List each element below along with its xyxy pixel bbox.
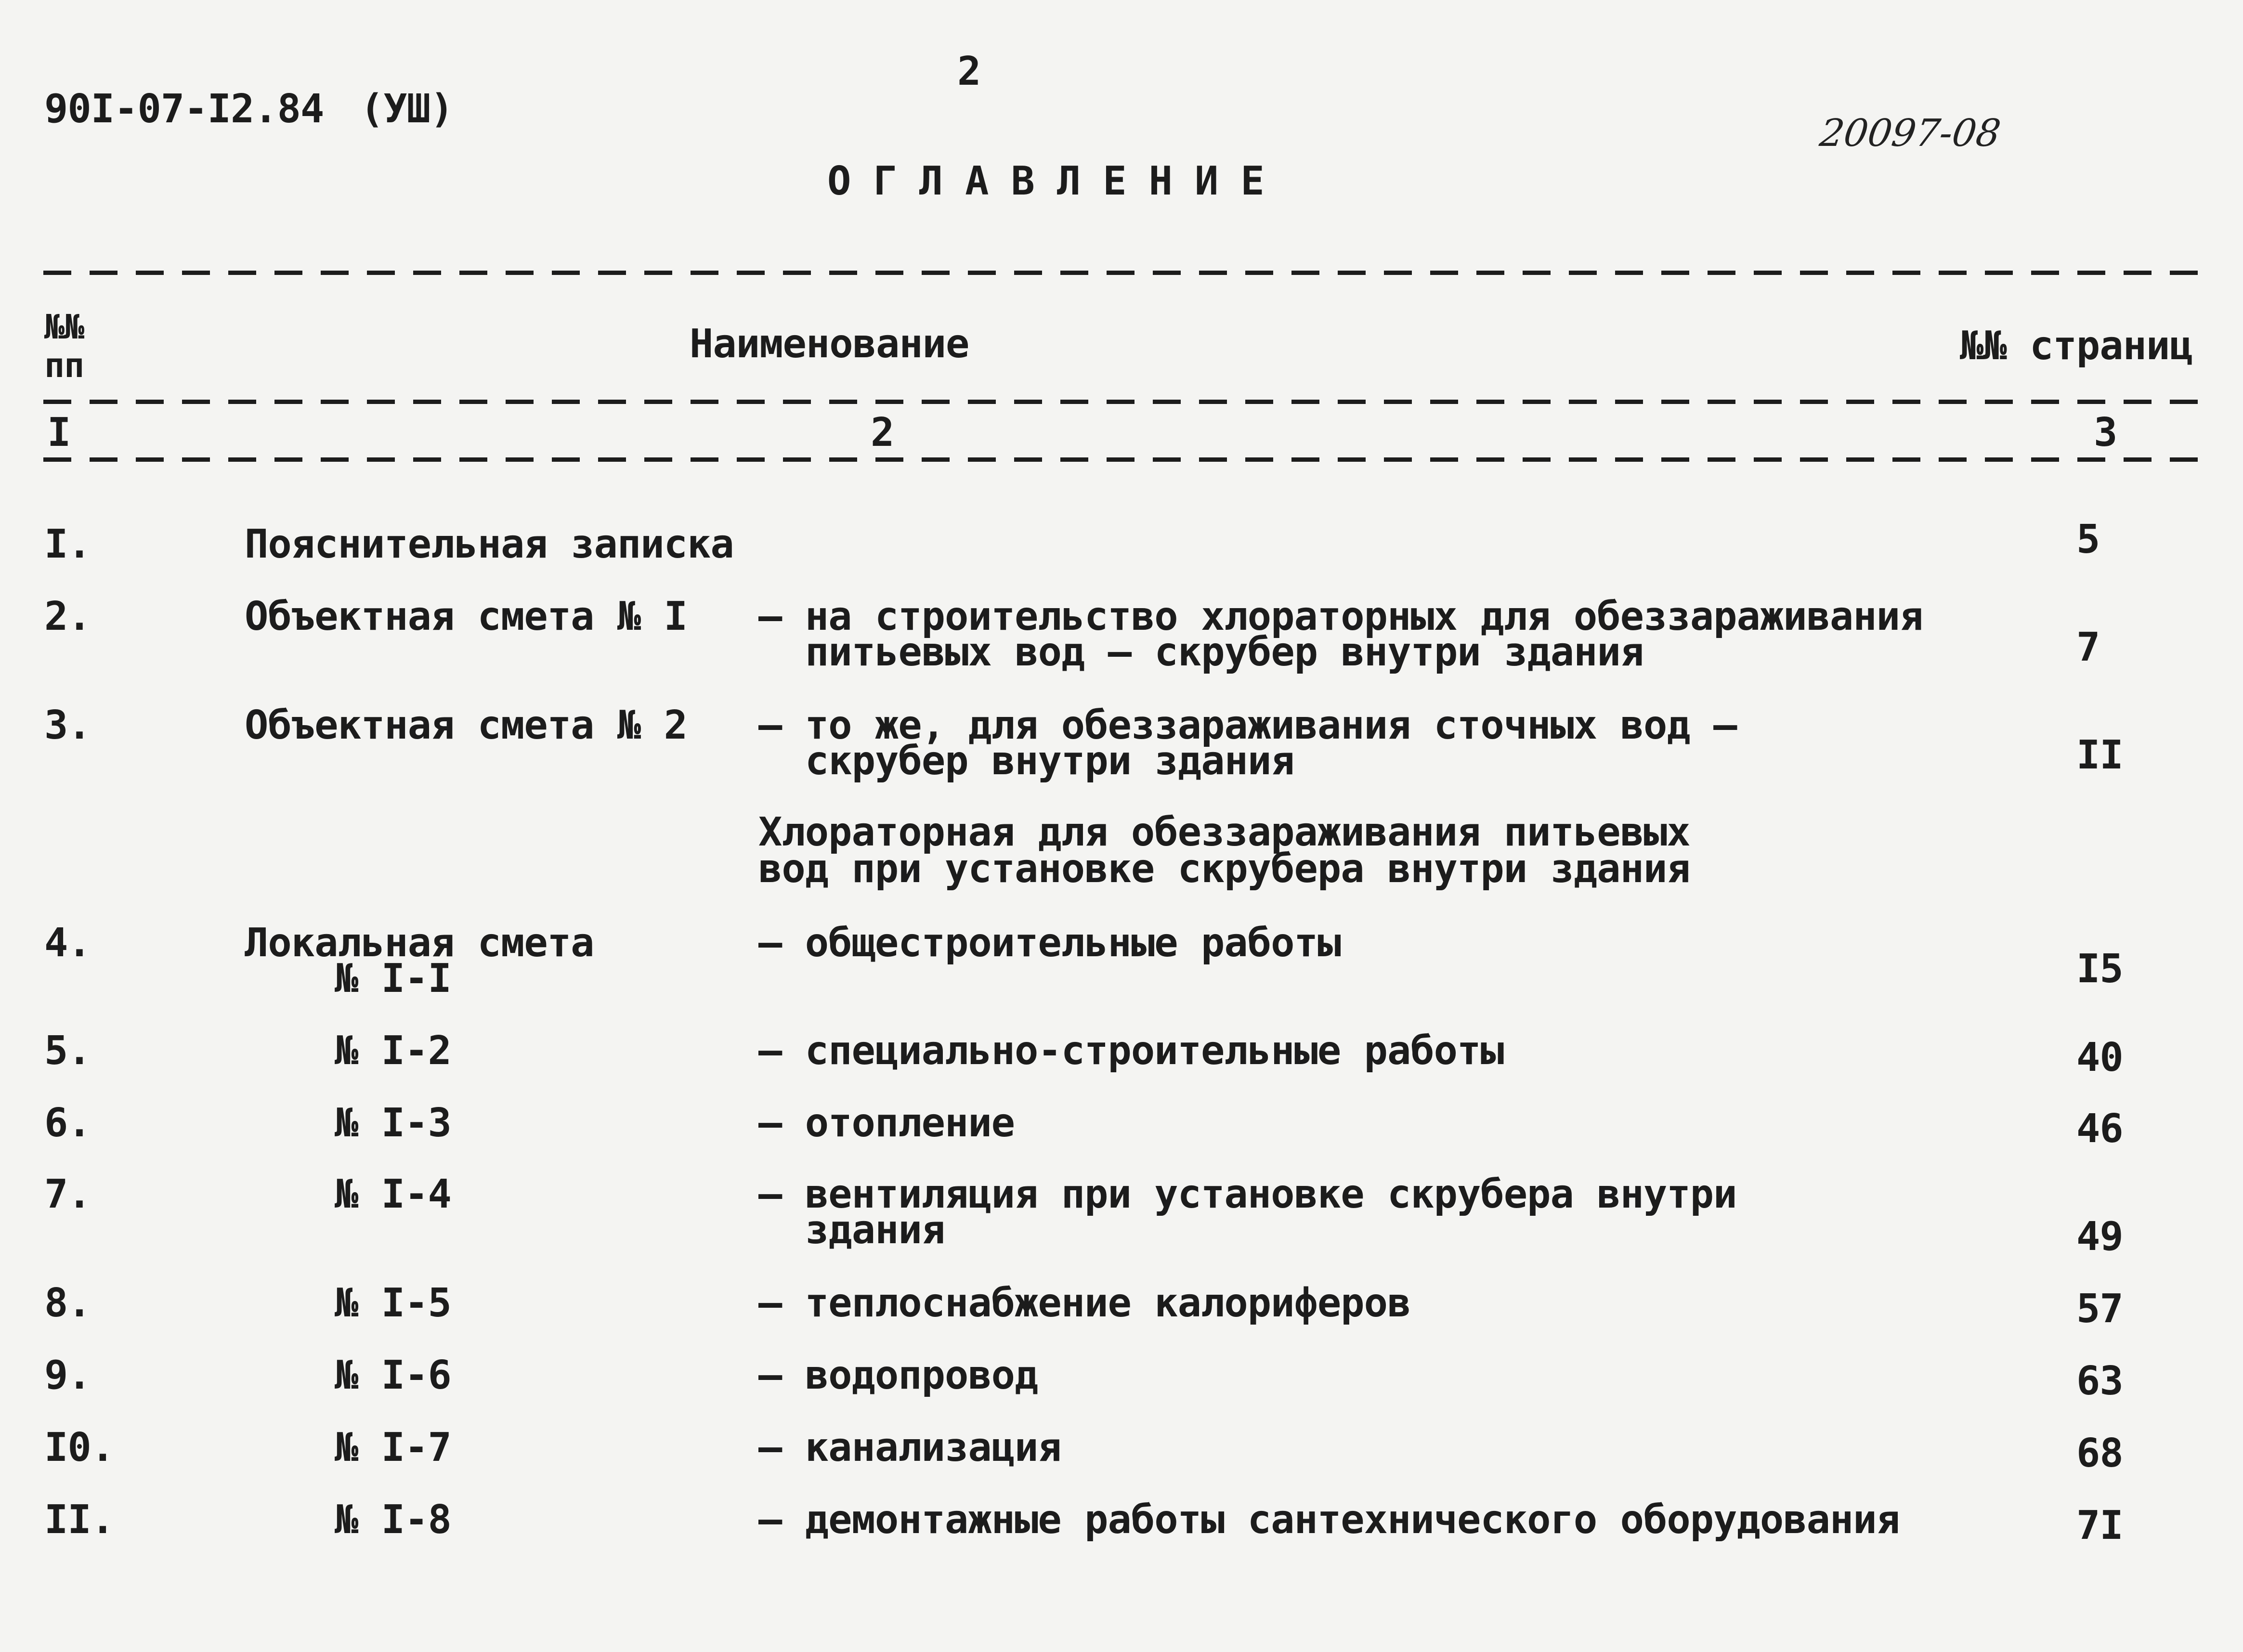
row-7-number: 7. <box>44 1171 91 1217</box>
row-4-number: 4. <box>44 920 91 966</box>
row-11-page: 7I <box>2076 1503 2123 1548</box>
row-1-name: Пояснительная записка <box>245 521 734 567</box>
row-9-name: № I-6 <box>335 1353 451 1398</box>
dashed-rule-top <box>43 271 2210 275</box>
row-6-desc: – отопление <box>758 1100 1015 1146</box>
row-11-desc: – демонтажные работы сантехнического оборудования <box>758 1497 1900 1543</box>
col-header-name: Наименование <box>690 321 969 367</box>
row-4-desc: – общестроительные работы <box>758 920 1341 966</box>
col-number-3: 3 <box>2094 410 2117 455</box>
section-heading-line1: Хлораторная для обеззараживания питьевых <box>758 809 1690 855</box>
row-7-name: № I-4 <box>335 1171 451 1217</box>
col-header-number-line2: пп <box>44 346 84 385</box>
row-10-number: I0. <box>44 1425 115 1470</box>
row-2-page: 7 <box>2076 624 2100 670</box>
row-10-desc: – канализация <box>758 1425 1061 1470</box>
row-3-name: Объектная смета № 2 <box>245 702 687 748</box>
row-3-page: II <box>2076 732 2123 778</box>
row-3-desc-line2: скрубер внутри здания <box>805 738 1294 784</box>
handwritten-number: 20097-08 <box>1817 112 2004 155</box>
row-6-name: № I-3 <box>335 1100 451 1146</box>
row-6-number: 6. <box>44 1100 91 1146</box>
document-code: 90I-07-I2.84 <box>44 86 324 132</box>
page-number: 2 <box>957 49 981 94</box>
row-2-desc-line2: питьевых вод – скрубер внутри здания <box>805 629 1644 675</box>
row-3-desc-line1: – то же, для обеззараживания сточных вод – <box>758 702 1737 748</box>
row-8-name: № I-5 <box>335 1280 451 1326</box>
row-1-number: I. <box>44 521 91 567</box>
row-5-desc: – специально-строительные работы <box>758 1028 1504 1074</box>
row-7-desc-line2: здания <box>805 1207 945 1253</box>
row-10-name: № I-7 <box>335 1425 451 1470</box>
row-3-number: 3. <box>44 702 91 748</box>
row-8-number: 8. <box>44 1280 91 1326</box>
dashed-rule-bottom <box>43 457 2210 462</box>
dashed-rule-middle <box>43 400 2210 404</box>
row-5-number: 5. <box>44 1028 91 1074</box>
row-4-page: I5 <box>2076 946 2123 992</box>
row-10-page: 68 <box>2076 1431 2123 1476</box>
col-header-pages: №№ страниц <box>1960 323 2193 369</box>
col-header-number-line1: №№ <box>44 307 84 347</box>
col-number-2: 2 <box>871 410 894 455</box>
row-2-desc-line1: – на строительство хлораторных для обеззараживания <box>758 594 1923 639</box>
row-7-desc-line1: – вентиляция при установке скрубера внутри <box>758 1171 1737 1217</box>
row-8-desc: – теплоснабжение калориферов <box>758 1280 1411 1326</box>
row-11-name: № I-8 <box>335 1497 451 1543</box>
row-7-page: 49 <box>2076 1214 2123 1260</box>
row-2-name: Объектная смета № I <box>245 594 687 639</box>
row-8-page: 57 <box>2076 1286 2123 1332</box>
row-4-name-line2: № I-I <box>335 956 451 1002</box>
page-title: ОГЛАВЛЕНИЕ <box>827 158 1287 204</box>
row-4-name-line1: Локальная смета <box>245 920 594 966</box>
col-number-1: I <box>47 410 71 455</box>
row-6-page: 46 <box>2076 1106 2123 1152</box>
row-9-desc: – водопровод <box>758 1353 1038 1398</box>
row-1-page: 5 <box>2076 517 2100 562</box>
row-2-number: 2. <box>44 594 91 639</box>
volume-label: (УШ) <box>360 86 454 132</box>
row-5-name: № I-2 <box>335 1028 451 1074</box>
section-heading-line2: вод при установке скрубера внутри здания <box>758 846 1690 892</box>
row-9-page: 63 <box>2076 1358 2123 1404</box>
row-11-number: II. <box>44 1497 115 1543</box>
row-9-number: 9. <box>44 1353 91 1398</box>
row-5-page: 40 <box>2076 1035 2123 1080</box>
